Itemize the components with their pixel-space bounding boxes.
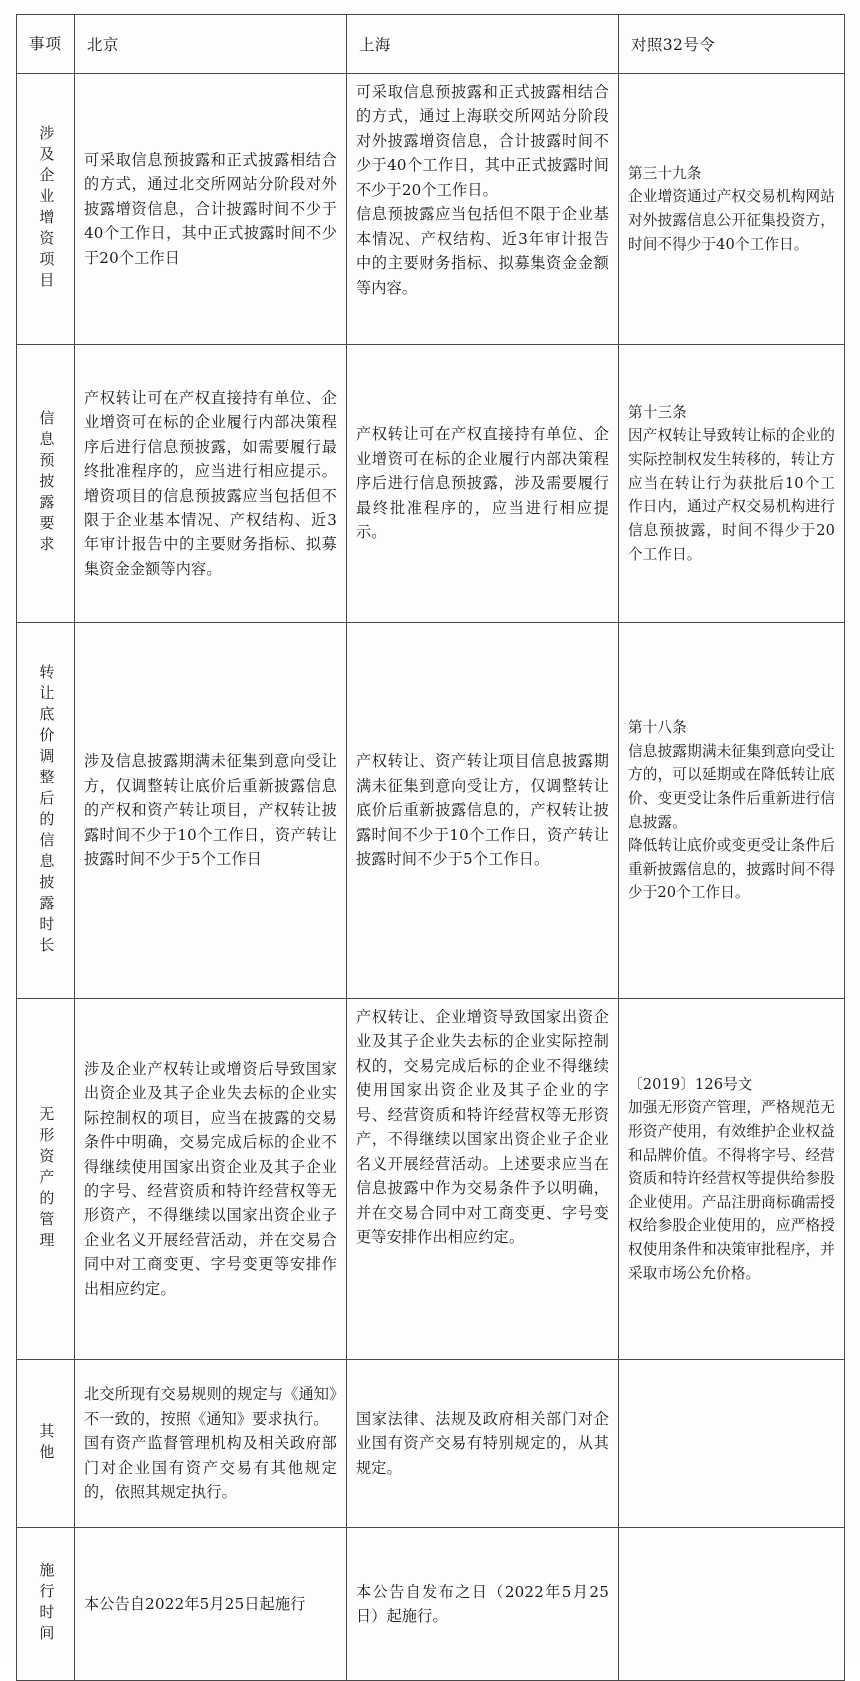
clause-text: 企业增资通过产权交易机构网站对外披露信息公开征集投资方，时间不得少于40个工作日。 (628, 188, 835, 253)
row-item-label: 涉及企业增资项目 (37, 125, 56, 293)
row-item-label-cell (17, 345, 75, 623)
cell-shanghai (347, 345, 619, 623)
paragraph: 信息预披露应当包括但不限于企业基本情况、产权结构、近3年审计报告中的主要财务指标、拟募集资金金额等内容。 (356, 205, 609, 297)
clause-text: 降低转让底价或变更受让条件后重新披露信息的，披露时间不得少于20个工作日。 (628, 837, 835, 902)
table-row (17, 623, 845, 999)
cell-beijing (75, 1528, 347, 1681)
table-row (17, 999, 845, 1360)
clause-text: 加强无形资产管理，严格规范无形资产使用，有效维护企业权益和品牌价值。不得将字号、经营资质和特许经营权等提供给参股企业使用。产品注册商标确需授权给参股企业使用的，应严格授权使用条件和决策审批程序，并采取市场公允价格。 (628, 1099, 835, 1282)
paragraph: 产权转让可在产权直接持有单位、企业增资可在标的企业履行内部决策程序后进行信息预披露，涉及需要履行最终批准程序的，应当进行相应提示。 (356, 425, 609, 542)
paragraph: 产权转让、资产转让项目信息披露期满未征集到意向受让方，仅调整转让底价后重新披露信息的，产权转让披露时间不少于10个工作日，资产转让披露时间不少于5个工作日。 (356, 752, 609, 869)
clause-number: 第十三条 (628, 403, 687, 421)
header-shanghai: 上海 (347, 15, 619, 74)
table-row (17, 1360, 845, 1528)
paragraph: 国有资产监督管理机构及相关政府部门对企业国有资产交易有其他规定的，依照其规定执行。 (84, 1434, 337, 1502)
row-item-label: 无形资产的管理 (37, 1105, 56, 1253)
row-item-label: 其他 (37, 1422, 56, 1465)
header-reference: 对照32号令 (619, 15, 845, 74)
table-row (17, 345, 845, 623)
table-header-row (17, 15, 845, 74)
clause-text: 信息披露期满未征集到意向受让方的，可以延期或在降低转让底价、变更受让条件后重新进行信息披露。 (628, 742, 835, 831)
cell-shanghai (347, 999, 619, 1360)
row-item-label-cell (17, 1528, 75, 1681)
paragraph: 本公告自发布之日（2022年5月25日）起施行。 (356, 1582, 609, 1625)
row-item-label-cell (17, 74, 75, 345)
paragraph: 可采取信息预披露和正式披露相结合的方式，通过上海联交所网站分阶段对外披露增资信息，合计披露时间不少于40个工作日，其中正式披露时间不少于20个工作日。 (356, 83, 609, 199)
row-item-label-cell (17, 999, 75, 1360)
cell-reference (619, 345, 845, 623)
paragraph: 产权转让可在产权直接持有单位、企业增资可在标的企业履行内部决策程序后进行信息预披露，如需要履行最终批准程序的，应当进行相应提示。增资项目的信息预披露应当包括但不限于企业基本情况、产权结构、近3年审计报告中的主要财务指标、拟募集资金金额等内容。 (84, 388, 337, 578)
table-row (17, 74, 845, 345)
cell-beijing (75, 74, 347, 345)
row-item-label-cell (17, 623, 75, 999)
cell-beijing (75, 999, 347, 1360)
clause-number: 〔2019〕126号文 (628, 1075, 753, 1093)
paragraph: 涉及信息披露期满未征集到意向受让方，仅调整转让底价后重新披露信息的产权和资产转让项目，产权转让披露时间不少于10个工作日，资产转让披露时间不少于5个工作日 (84, 752, 337, 869)
paragraph: 北交所现有交易规则的规定与《通知》不一致的，按照《通知》要求执行。 (84, 1385, 337, 1428)
cell-reference (619, 74, 845, 345)
clause-text: 因产权转让导致转让标的企业的实际控制权发生转移的，转让方应当在转让行为获批后10个工作日内，通过产权交易机构进行信息预披露，时间不得少于20个工作日。 (628, 427, 835, 563)
cell-reference (619, 623, 845, 999)
table-body (17, 15, 845, 1681)
paragraph: 本公告自2022年5月25日起施行 (84, 1594, 306, 1613)
cell-shanghai (347, 74, 619, 345)
cell-beijing (75, 623, 347, 999)
header-item-label: 事项 (28, 34, 62, 53)
table-row (17, 1528, 845, 1681)
paragraph: 可采取信息预披露和正式披露相结合的方式，通过北交所网站分阶段对外披露增资信息，合计披露时间不少于40个工作日，其中正式披露时间不少于20个工作日 (84, 150, 337, 267)
cell-shanghai (347, 1360, 619, 1528)
paragraph: 产权转让、企业增资导致国家出资企业及其子企业失去标的企业实际控制权的，交易完成后标的企业不得继续使用国家出资企业及其子企业的字号、经营资质和特许经营权等无形资产，不得继续以国家出资企业子企业名义开展经营活动。上述要求应当在信息披露中作为交易条件予以明确，并在交易合同中对工商变更、字号变更等安排作出相应约定。 (356, 1008, 609, 1246)
cell-reference (619, 1528, 845, 1681)
header-item (17, 15, 75, 74)
row-item-label: 信息预披露要求 (37, 410, 56, 557)
clause-number: 第十八条 (628, 718, 687, 736)
comparison-table (16, 14, 845, 1681)
paragraph: 涉及企业产权转让或增资后导致国家出资企业及其子企业失去标的企业实际控制权的项目，应当在披露的交易条件中明确，交易完成后标的企业不得继续使用国家出资企业及其子企业的字号、经营资质和特许经营权等无形资产，不得继续以国家出资企业子企业名义开展经营活动，并在交易合同中对工商变更、字号变更等安排作出相应约定。 (84, 1059, 337, 1298)
cell-beijing (75, 1360, 347, 1528)
row-item-label-cell (17, 1360, 75, 1528)
header-beijing: 北京 (75, 15, 347, 74)
cell-reference (619, 999, 845, 1360)
cell-shanghai (347, 623, 619, 999)
cell-shanghai (347, 1528, 619, 1681)
cell-reference (619, 1360, 845, 1528)
clause-number: 第三十九条 (628, 164, 702, 182)
paragraph: 国家法律、法规及政府相关部门对企业国有资产交易有特别规定的，从其规定。 (356, 1409, 609, 1477)
row-item-label: 转让底价调整后的信息披露时长 (37, 663, 56, 958)
row-item-label: 施行时间 (37, 1562, 56, 1646)
cell-beijing (75, 345, 347, 623)
